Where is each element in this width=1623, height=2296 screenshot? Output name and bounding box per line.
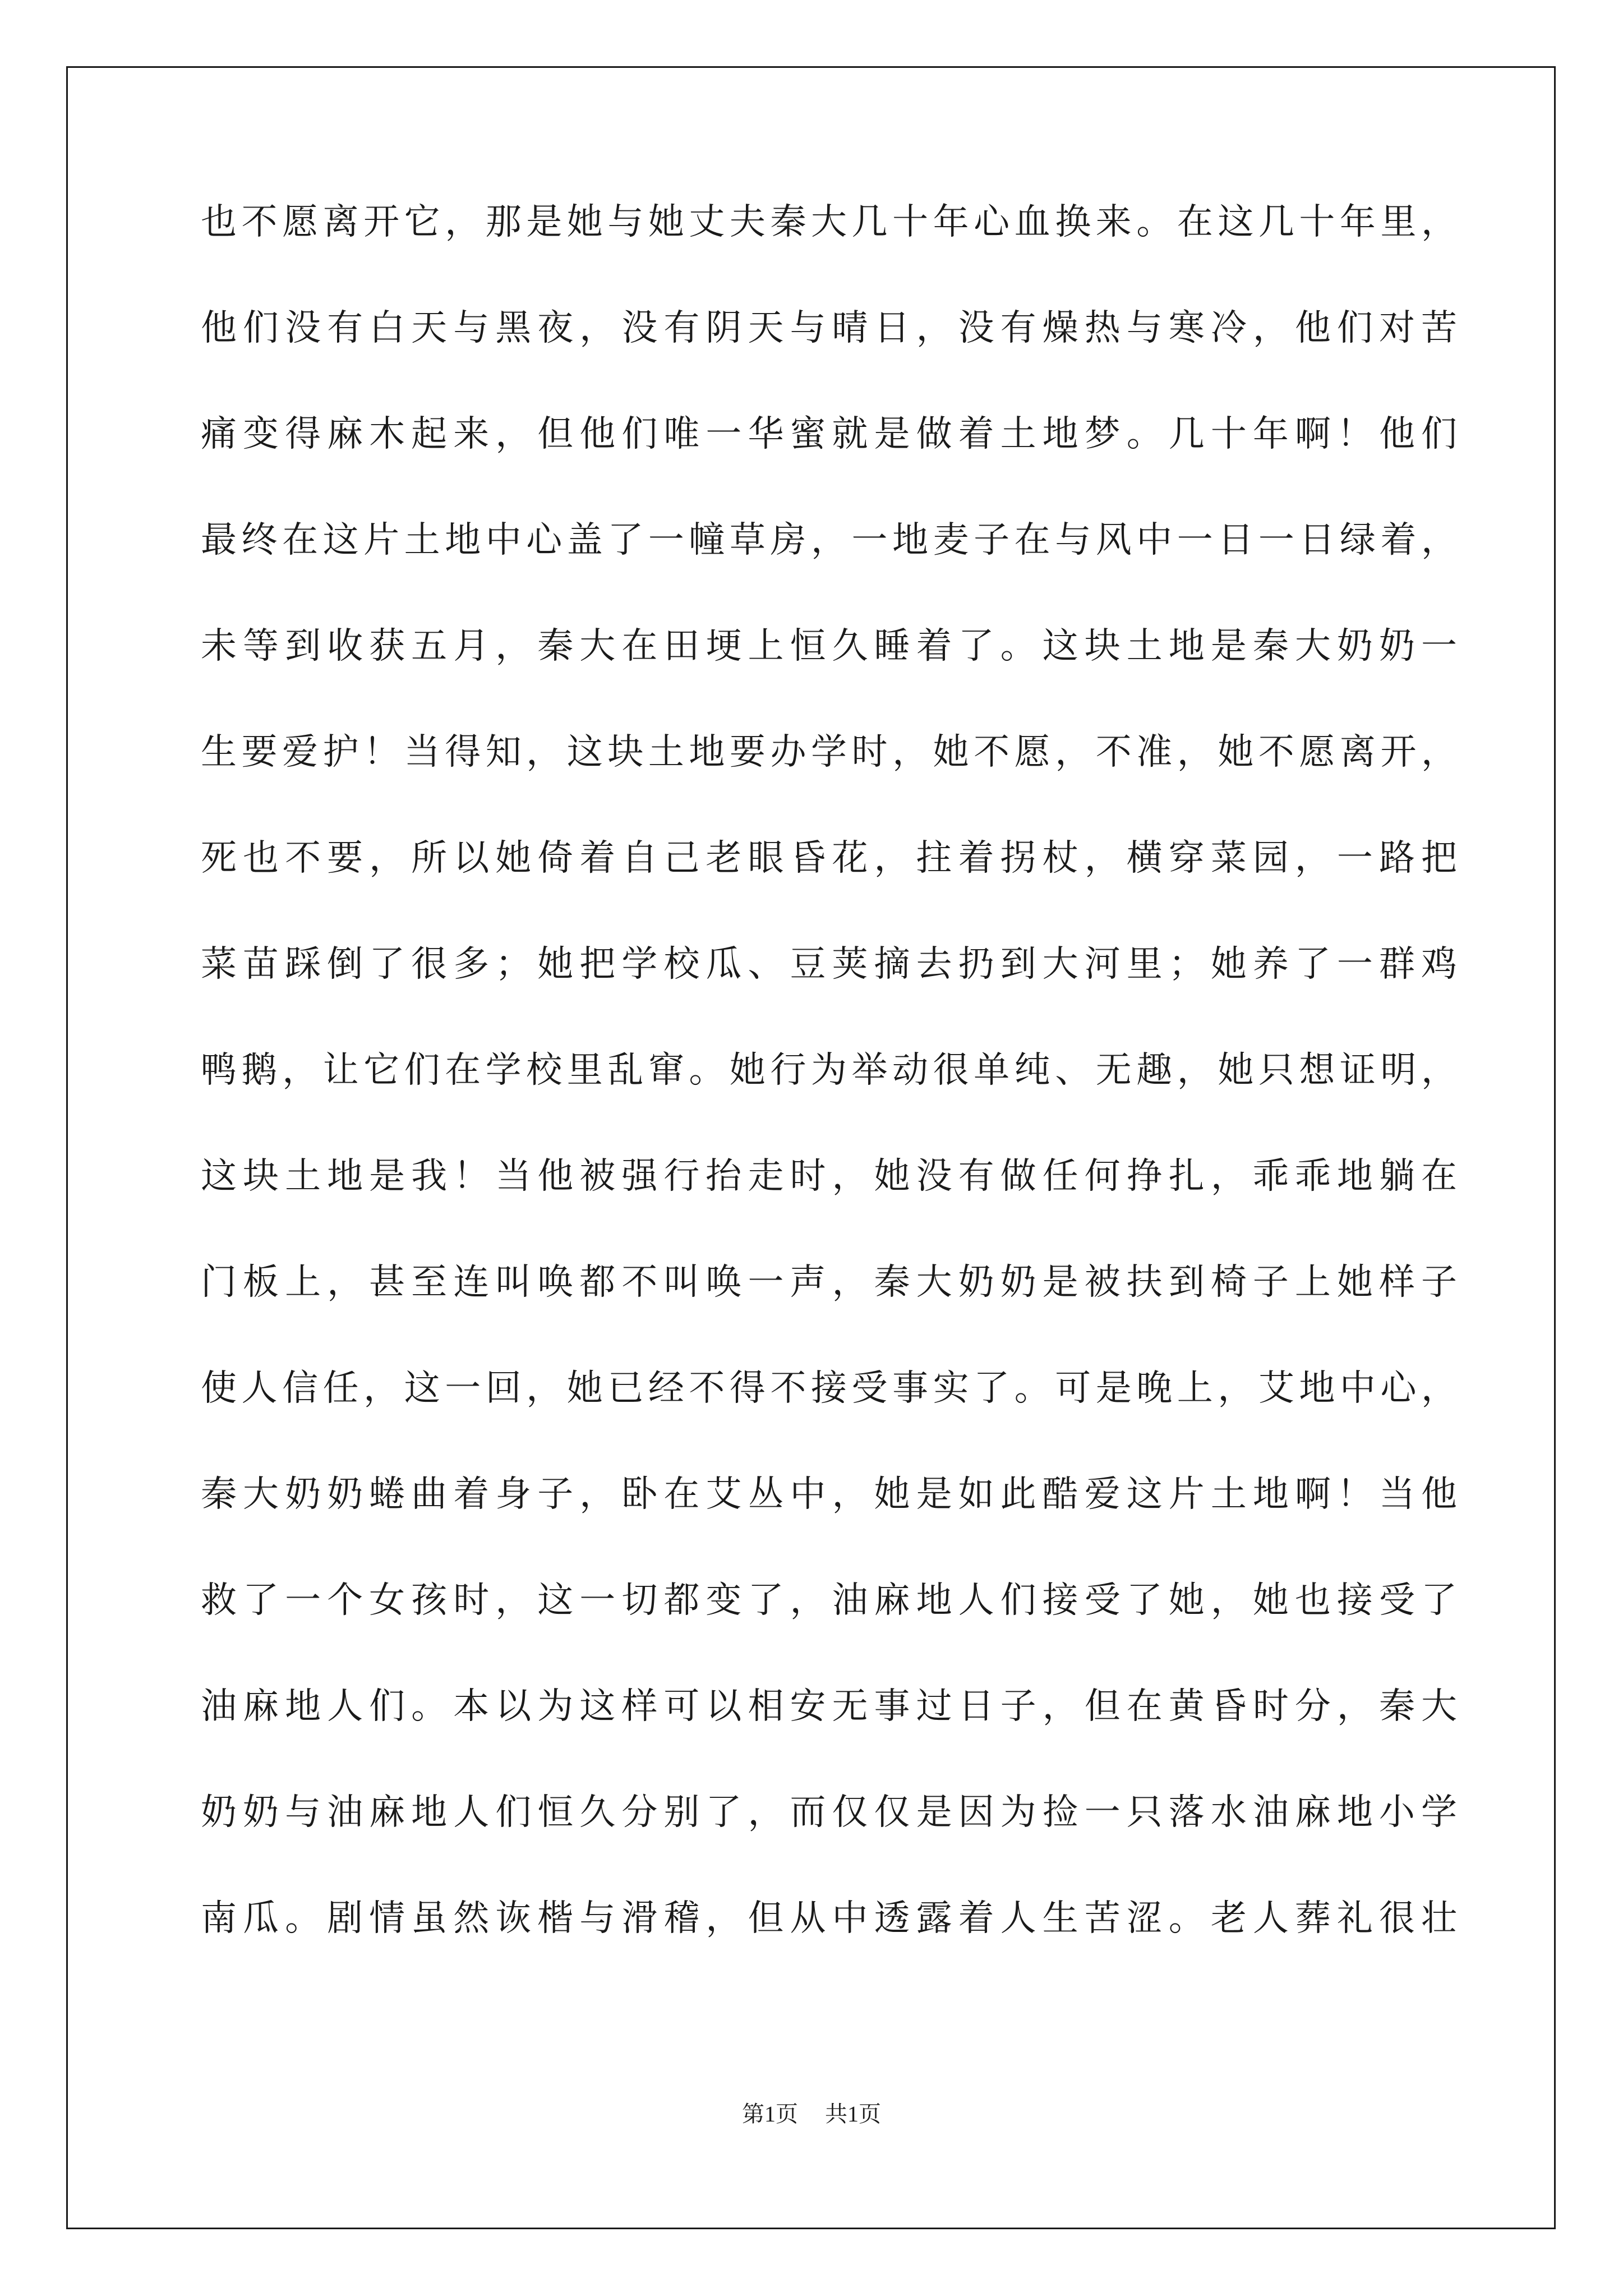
text-line: 救了一个女孩时，这一切都变了，油麻地人们接受了她，她也接受了 — [201, 1580, 1457, 1621]
text-line: 使人信任，这一回，她已经不得不接受事实了。可是晚上，艾地中心， — [201, 1368, 1457, 1409]
page-total: 共1页 — [825, 2101, 881, 2127]
text-line: 菜苗踩倒了很多；她把学校瓜、豆荚摘去扔到大河里；她养了一群鸡 — [201, 944, 1457, 985]
page-footer — [0, 2100, 1623, 2128]
text-line: 死也不要，所以她倚着自己老眼昏花，拄着拐杖，横穿菜园，一路把 — [201, 838, 1457, 879]
text-line: 鸭鹅，让它们在学校里乱窜。她行为举动很单纯、无趣，她只想证明， — [201, 1050, 1457, 1091]
page-number: 第1页 — [742, 2101, 798, 2127]
text-line: 门板上，甚至连叫唤都不叫唤一声，秦大奶奶是被扶到椅子上她样子 — [201, 1262, 1457, 1303]
text-line: 奶奶与油麻地人们恒久分别了，而仅仅是因为捡一只落水油麻地小学 — [201, 1792, 1457, 1833]
text-line: 油麻地人们。本以为这样可以相安无事过日子，但在黄昏时分，秦大 — [201, 1686, 1457, 1727]
text-line: 这块土地是我！当他被强行抬走时，她没有做任何挣扎，乖乖地躺在 — [201, 1156, 1457, 1197]
text-line: 南瓜。剧情虽然诙楷与滑稽，但从中透露着人生苦涩。老人葬礼很壮 — [201, 1898, 1457, 1939]
body-text — [201, 200, 1457, 2002]
text-line: 也不愿离开它，那是她与她丈夫秦大几十年心血换来。在这几十年里， — [201, 201, 1457, 243]
text-line: 他们没有白天与黑夜，没有阴天与晴日，没有燥热与寒冷，他们对苦 — [201, 307, 1457, 349]
text-line: 痛变得麻木起来，但他们唯一华蜜就是做着土地梦。几十年啊！他们 — [201, 413, 1457, 455]
text-line: 生要爱护！当得知，这块土地要办学时，她不愿，不准，她不愿离开， — [201, 731, 1457, 773]
text-line: 最终在这片土地中心盖了一幢草房，一地麦子在与风中一日一日绿着， — [201, 519, 1457, 561]
text-line: 秦大奶奶蜷曲着身子，卧在艾丛中，她是如此酷爱这片土地啊！当他 — [201, 1474, 1457, 1515]
text-line: 未等到收获五月，秦大在田埂上恒久睡着了。这块土地是秦大奶奶一 — [201, 625, 1457, 667]
